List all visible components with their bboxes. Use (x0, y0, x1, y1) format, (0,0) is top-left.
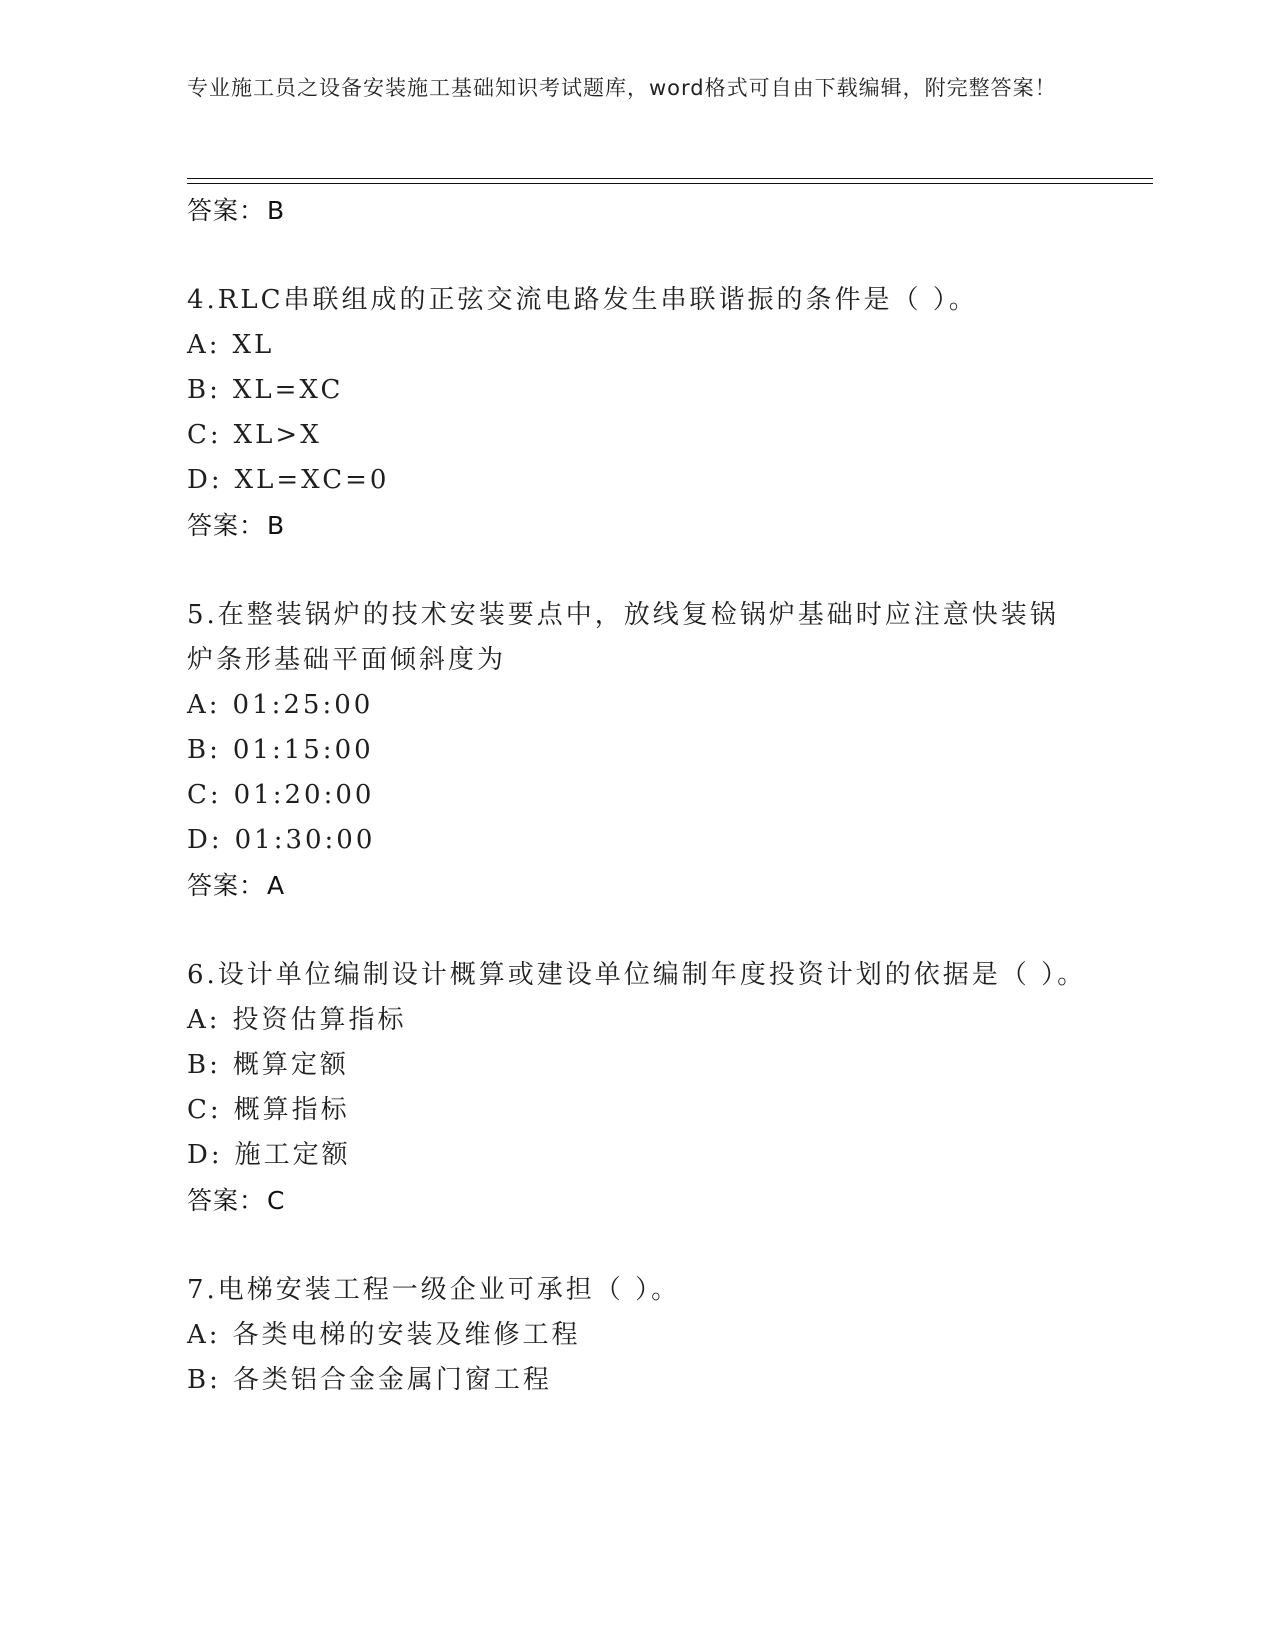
option-text: XL>X (233, 420, 322, 450)
option-letter: B: (187, 735, 221, 765)
option-d (187, 818, 1087, 863)
option-letter: B: (187, 375, 221, 405)
option-text: 投资估算指标 (232, 1005, 407, 1035)
answer-value: C (267, 1186, 286, 1215)
option-text: 概算指标 (233, 1095, 350, 1125)
option-b (187, 368, 1087, 413)
question-block (187, 593, 1087, 908)
question-text: 7.电梯安装工程一级企业可承担（ ）。 (187, 1275, 681, 1305)
option-letter: D: (187, 1140, 223, 1170)
option-text: 01:30:00 (234, 825, 376, 855)
question-block (187, 1268, 1087, 1403)
option-b (187, 1043, 1087, 1088)
option-text: 01:25:00 (232, 690, 374, 720)
option-text: 施工定额 (234, 1140, 351, 1170)
document-body (187, 188, 1087, 1403)
question-block (187, 278, 1087, 548)
answer-label: 答案： (187, 196, 266, 225)
answer-label: 答案： (187, 871, 266, 900)
option-c (187, 773, 1087, 818)
option-letter: A: (187, 1005, 221, 1035)
option-text: XL (232, 330, 275, 360)
header-divider-double (187, 183, 1153, 184)
option-text: 01:15:00 (232, 735, 374, 765)
option-text: XL=XC=0 (234, 465, 390, 495)
answer-line (187, 188, 1087, 233)
option-letter: C: (187, 420, 222, 450)
option-letter: D: (187, 825, 223, 855)
option-letter: A: (187, 1320, 221, 1350)
option-c (187, 1088, 1087, 1133)
option-text: 01:20:00 (233, 780, 375, 810)
option-letter: B: (187, 1050, 221, 1080)
option-text: XL=XC (232, 375, 344, 405)
question-block (187, 953, 1087, 1223)
option-a (187, 998, 1087, 1043)
option-text: 各类电梯的安装及维修工程 (232, 1320, 581, 1350)
option-letter: C: (187, 780, 222, 810)
option-b (187, 1358, 1087, 1403)
option-letter: B: (187, 1365, 221, 1395)
question-text: 5.在整装锅炉的技术安装要点中，放线复检锅炉基础时应注意快装锅炉条形基础平面倾斜度为 (187, 600, 1059, 675)
option-letter: D: (187, 465, 223, 495)
answer-label: 答案： (187, 511, 266, 540)
option-letter: A: (187, 690, 221, 720)
option-letter: A: (187, 330, 221, 360)
answer-value: B (267, 196, 286, 225)
option-c (187, 413, 1087, 458)
question-text: 4.RLC串联组成的正弦交流电路发生串联谐振的条件是（ ）。 (187, 285, 978, 315)
answer-value: B (267, 511, 286, 540)
option-d (187, 458, 1087, 503)
option-d (187, 1133, 1087, 1178)
option-text: 概算定额 (232, 1050, 349, 1080)
answer-label: 答案： (187, 1186, 266, 1215)
page-header: 专业施工员之设备安装施工基础知识考试题库，word格式可自由下载编辑，附完整答案！ (187, 76, 1057, 100)
option-a (187, 1313, 1087, 1358)
answer-line (187, 863, 1087, 908)
option-text: 各类铝合金金属门窗工程 (232, 1365, 552, 1395)
answer-line (187, 1178, 1087, 1223)
question-text: 6.设计单位编制设计概算或建设单位编制年度投资计划的依据是（ ）。 (187, 960, 1087, 990)
answer-line (187, 503, 1087, 548)
option-a (187, 323, 1087, 368)
option-letter: C: (187, 1095, 222, 1125)
answer-value: A (267, 871, 286, 900)
header-divider (187, 178, 1153, 179)
option-a (187, 683, 1087, 728)
option-b (187, 728, 1087, 773)
